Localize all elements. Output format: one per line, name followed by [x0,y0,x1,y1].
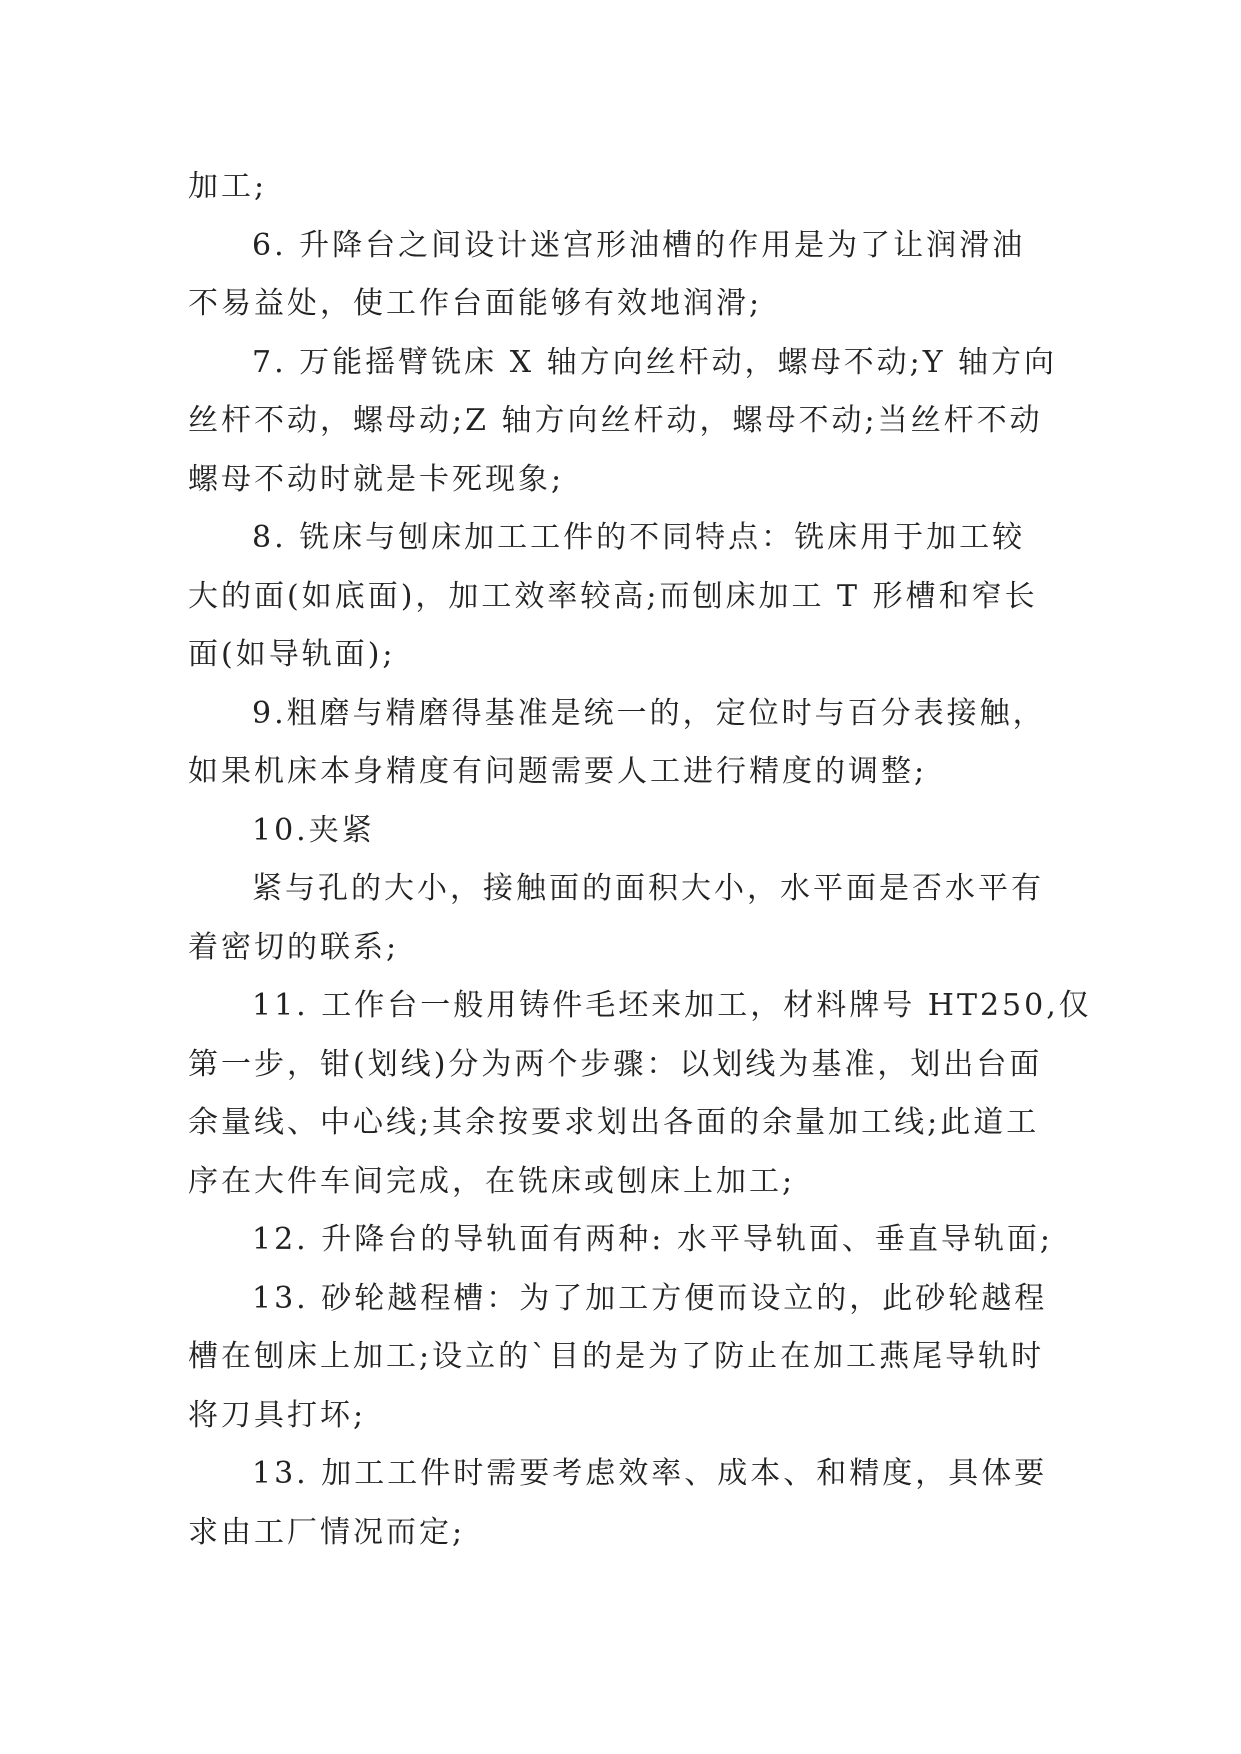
text-line: 紧与孔的大小，接触面的面积大小，水平面是否水平有 [252,871,1044,906]
text-line-item-7: 7. 万能摇臂铣床 X 轴方向丝杆动，螺母不动;Y 轴方向 [252,344,1058,380]
text-line: 加工; [188,169,268,204]
text-line: 丝杆不动，螺母动;Z 轴方向丝杆动，螺母不动;当丝杆不动 [188,403,1043,438]
text-line-item-13b: 13. 加工工件时需要考虑效率、成本、和精度，具体要 [252,1456,1048,1491]
text-line: 求由工厂情况而定; [188,1514,466,1550]
text-line: 着密切的联系; [188,929,400,965]
text-line-item-12: 12. 升降台的导轨面有两种: 水平导轨面、垂直导轨面; [252,1222,1053,1257]
text-line-item-6: 6. 升降台之间设计迷宫形油槽的作用是为了让润滑油 [252,227,1026,263]
text-line: 不易益处，使工作台面能够有效地润滑; [188,286,763,321]
text-line: 槽在刨床上加工;设立的`目的是为了防止在加工燕尾导轨时 [188,1339,1045,1374]
text-line-item-13: 13. 砂轮越程槽：为了加工方便而设立的，此砂轮越程 [252,1280,1048,1316]
text-line-item-10: 10.夹紧 [252,812,375,848]
text-line-item-11: 11. 工作台一般用铸件毛坯来加工，材料牌号 HT250,仅 [252,988,1092,1023]
document-body [188,158,1092,1562]
text-line: 大的面(如底面)，加工效率较高;而刨床加工 T 形槽和窄长 [188,578,1038,614]
text-line: 序在大件车间完成，在铣床或刨床上加工; [188,1163,796,1199]
text-line: 余量线、中心线;其余按要求划出各面的余量加工线;此道工 [188,1105,1040,1140]
text-line: 如果机床本身精度有问题需要人工进行精度的调整; [188,754,928,789]
text-line: 面(如导轨面); [188,637,396,672]
text-line: 螺母不动时就是卡死现象; [188,461,565,497]
text-line-item-9: 9.粗磨与精磨得基准是统一的，定位时与百分表接触， [252,695,1046,731]
text-line-item-8: 8. 铣床与刨床加工工件的不同特点：铣床用于加工较 [252,520,1026,555]
text-line: 将刀具打坏; [188,1397,367,1433]
text-line: 第一步，钳(划线)分为两个步骤：以划线为基准，划出台面 [188,1046,1043,1082]
